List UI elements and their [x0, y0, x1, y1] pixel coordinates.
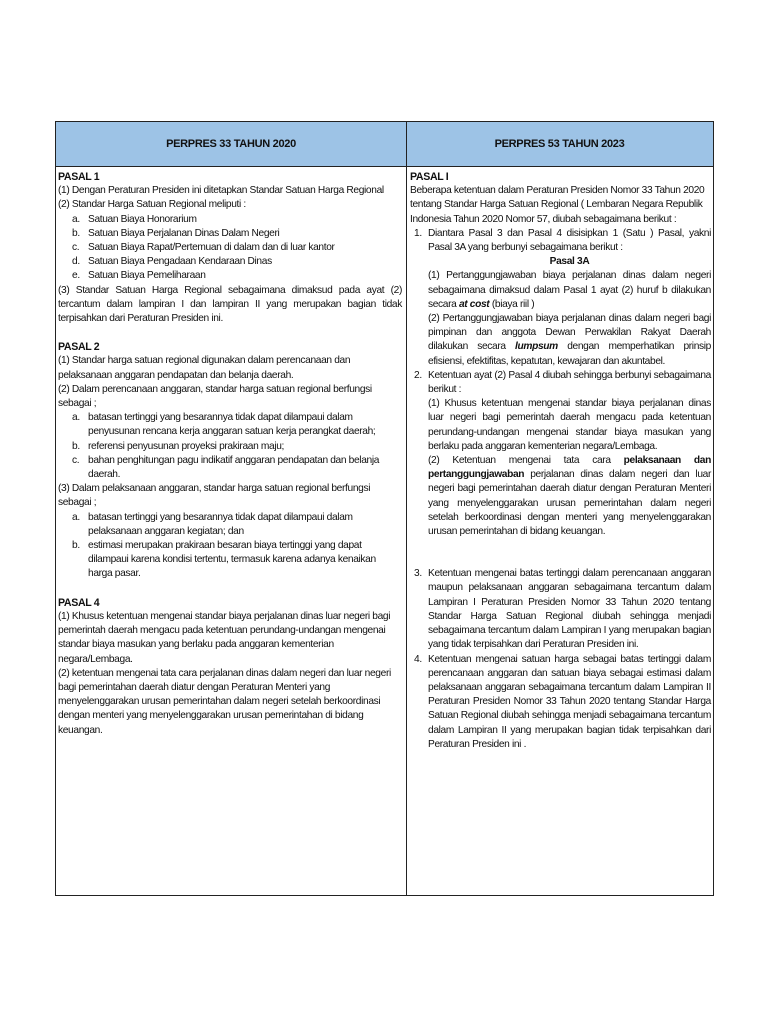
pasal-1-ayat-3: (3) Standar Satuan Harga Regional sebagaimana dimaksud pada ayat (2) tercantum dalam lampiran I dan lampiran II yang merupakan bagian tidak terpisahkan dari Peraturan Presiden ini. — [58, 284, 402, 325]
right-column-content — [410, 170, 711, 752]
pasal-4-ayat-1: (1) Khusus ketentuan mengenai standar biaya perjalanan dinas luar negeri bagi pemerintah daerah mengacu pada ketentuan perundang-undangan mengenai standar biaya masukan yang berlaku pada anggaran kementerian negara/Lembaga. — [58, 610, 391, 665]
list-marker: 4. — [414, 653, 422, 665]
list-marker: d. — [72, 256, 80, 268]
list-item — [58, 255, 402, 269]
numbered-item-text: Ketentuan mengenai satuan harga sebagai batas tertinggi dalam perencanaan anggaran dan satuan biaya sebagai estimasi dalam pelaksanaan anggaran sebagaimana tercantum dalam Lampiran II Peraturan Presiden Nomor 33 Tahun 2020 tentang Standar Harga Satuan Regional diubah sehingga menjadi sebagaimana tercantum dalam Lampiran II yang merupakan bagian tidak terpisahkan dari Peraturan Presiden ini . — [428, 653, 711, 750]
pasal-2-ayat-3: (3) Dalam pelaksanaan anggaran, standar harga satuan regional berfungsi sebagai ; — [58, 483, 371, 509]
list-item — [58, 440, 402, 454]
list-marker: a. — [72, 511, 80, 523]
numbered-item-1 — [410, 227, 711, 255]
pasal-4-new-ayat-1: (1) Khusus ketentuan mengenai standar biaya perjalanan dinas luar negeri bagi pemerintah daerah mengacu pada ketentuan perundang-undangan mengenai standar biaya masukan yang berlaku pada anggaran kementerian negara/Lembaga. — [428, 398, 711, 452]
list-marker: b. — [72, 440, 80, 452]
pasal-i-title: PASAL I — [410, 171, 449, 183]
table-header-row — [56, 122, 713, 167]
list-marker: 1. — [414, 227, 422, 239]
column-divider — [406, 122, 407, 895]
list-item-text: Satuan Biaya Pengadaan Kendaraan Dinas — [88, 256, 272, 268]
pasal-1-ayat-1: (1) Dengan Peraturan Presiden ini ditetapkan Standar Satuan Harga Regional — [58, 185, 384, 197]
list-item-text: batasan tertinggi yang besarannya tidak dapat dilampaui dalam penyusunan rencana kerja anggaran satuan kerja perangkat daerah; — [88, 412, 376, 438]
header-perpres-2023: PERPRES 53 TAHUN 2023 — [494, 138, 625, 150]
pasal-i-intro: Beberapa ketentuan dalam Peraturan Presiden Nomor 33 Tahun 2020 tentang Standar Harga Satuan Regional ( Lembaran Negara Republik Indonesia Tahun 2020 Nomor 57, diubah sebagaimana berikut : — [410, 185, 705, 225]
list-item — [58, 213, 402, 227]
pasal-1-ayat-2: (2) Standar Harga Satuan Regional meliputi : — [58, 199, 246, 211]
list-item — [58, 269, 402, 283]
pasal-3a-ayat-1: (1) Pertanggungjawaban biaya perjalanan dinas dalam negeri sebagaimana dimaksud dalam Pasal 1 ayat (2) huruf b dilakukan secara at cost (biaya riil ) — [428, 270, 711, 310]
pasal-4-ayat-2: (2) ketentuan mengenai tata cara perjalanan dinas dalam negeri dan luar negeri bagi pemerintahan daerah diatur dengan Peraturan Menteri yang menyelenggarakan urusan pemerintahan dalam negeri setelah berkoordinasi dengan menteri yang menyelenggarakan urusan pemerintahan di bidang keuangan. — [58, 667, 391, 736]
list-item — [58, 227, 402, 241]
list-item-text: Satuan Biaya Pemeliharaan — [88, 270, 206, 282]
numbered-item-text: Diantara Pasal 3 dan Pasal 4 disisipkan 1 (Satu ) Pasal, yakni Pasal 3A yang berbunyi sebagaimana berikut : — [428, 227, 711, 254]
list-marker: b. — [72, 540, 80, 552]
pasal-4-new-ayat-2: (2) Ketentuan mengenai tata cara pelaksanaan dan pertanggungjawaban perjalanan dinas dalam negeri dan luar negeri bagi pemerintahan daerah diatur dengan Peraturan Menteri yang menyelenggarakan urusan pemerintahan dalam negeri setelah berkoordinasi dengan menteri yang menyelenggarakan urusan pemerintahan di bidang keuangan. — [428, 455, 711, 538]
pasal-1-title: PASAL 1 — [58, 171, 100, 183]
list-marker: 2. — [414, 369, 422, 381]
pasal-3a-ayat-2: (2) Pertanggungjawaban biaya perjalanan dinas dalam negeri bagi pimpinan dan anggota Dewan Perwakilan Rakyat Daerah dilakukan secara lumpsum dengan memperhatikan prinsip efisiensi, efektifitas, kepatutan, kewajaran dan akuntabel. — [428, 313, 712, 367]
list-item-text: batasan tertinggi yang besarannya tidak dapat dilampaui dalam pelaksanaan anggaran kegiatan; dan — [88, 511, 353, 537]
list-marker: b. — [72, 227, 80, 239]
pasal-2-ayat-1: (1) Standar harga satuan regional digunakan dalam perencanaan dan pelaksanaan anggaran pendapatan dan belanja daerah. — [58, 355, 351, 381]
list-marker: c. — [72, 454, 80, 466]
list-item — [58, 454, 402, 482]
list-marker: a. — [72, 412, 80, 424]
list-item-text: Satuan Biaya Rapat/Pertemuan di dalam dan di luar kantor — [88, 242, 335, 254]
list-item-text: Satuan Biaya Honorarium — [88, 213, 197, 225]
numbered-item-3 — [410, 567, 711, 652]
list-item-text: bahan penghitungan pagu indikatif anggaran pendapatan dan belanja daerah. — [88, 454, 380, 481]
pasal-2-ayat-2: (2) Dalam perencanaan anggaran, standar harga satuan regional berfungsi sebagai ; — [58, 383, 372, 410]
pasal-3a-title: Pasal 3A — [549, 256, 590, 268]
list-item-text: referensi penyusunan proyeksi prakiraan maju; — [88, 440, 285, 452]
left-column-content — [58, 170, 402, 738]
comparison-table — [55, 121, 714, 896]
pasal-4-title: PASAL 4 — [58, 596, 100, 609]
numbered-item-2 — [410, 369, 711, 397]
list-item — [58, 539, 402, 582]
numbered-item-4 — [410, 653, 711, 752]
list-marker: a. — [72, 213, 80, 225]
lumpsum-emphasis: lumpsum — [515, 341, 558, 353]
list-item-text: Satuan Biaya Perjalanan Dinas Dalam Negeri — [88, 227, 280, 239]
numbered-item-text: Ketentuan ayat (2) Pasal 4 diubah sehingga berbunyi sebagaimana berikut : — [428, 369, 711, 396]
at-cost-emphasis: at cost — [458, 298, 490, 310]
list-item — [58, 511, 402, 539]
pelaksanaan-emphasis: pelaksanaan dan pertanggungjawaban — [428, 455, 711, 481]
list-item — [58, 411, 402, 439]
numbered-item-text: Ketentuan mengenai batas tertinggi dalam perencanaan anggaran maupun pelaksanaan anggaran sebagaimana tercantum dalam Lampiran I Peraturan Presiden Nomor 33 Tahun 2020 tentang Standar Harga Satuan Regional diubah sehingga menjadi sebagaimana tercantum dalam Lampiran I yang merupakan bagian yang tidak terpisahkan dari Peraturan Presiden ini. — [428, 568, 711, 651]
list-marker: c. — [72, 242, 80, 254]
pasal-2-title: PASAL 2 — [58, 341, 100, 354]
list-item — [58, 241, 402, 255]
list-item-text: estimasi merupakan prakiraan besaran biaya tertinggi yang dapat dilampaui karena kondisi tertentu, termasuk karena adanya kenaikan harga pasar. — [88, 540, 376, 580]
list-marker: 3. — [414, 568, 422, 580]
header-perpres-2020: PERPRES 33 TAHUN 2020 — [166, 138, 296, 150]
list-marker: e. — [72, 270, 80, 282]
